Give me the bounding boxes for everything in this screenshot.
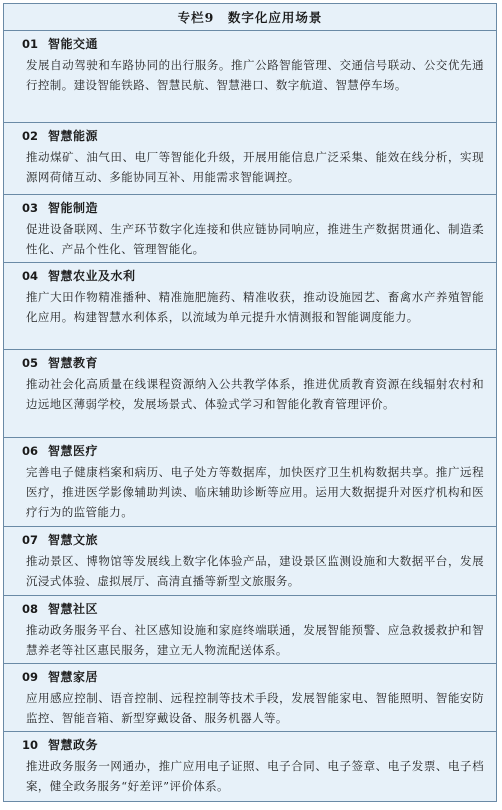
section-title: 智慧农业及水利 [48, 269, 136, 283]
section-title: 智能制造 [48, 201, 99, 215]
section-body: 推动煤矿、油气田、电厂等智能化升级，开展用能信息广泛采集、能效在线分析，实现源网荷储互动、多能协同互补、用能需求智能调控。 [26, 150, 484, 184]
section-number: 07 [22, 532, 39, 547]
section-10 [4, 732, 496, 798]
section-number: 02 [22, 128, 39, 143]
section-01 [4, 31, 496, 123]
section-body: 完善电子健康档案和病历、电子处方等数据库，加快医疗卫生机构数据共享。推广远程医疗，推进医学影像辅助判读、临床辅助诊断等应用。运用大数据提升对医疗机构和医疗行为的监管能力。 [26, 465, 484, 519]
section-number: 08 [22, 601, 39, 616]
section-03 [4, 195, 496, 263]
section-body: 推动社会化高质量在线课程资源纳入公共教学体系，推进优质教育资源在线辐射农村和边远地区薄弱学校，发展场景式、体验式学习和智能化教育管理评价。 [26, 377, 484, 411]
section-number: 09 [22, 669, 39, 684]
section-04 [4, 263, 496, 350]
section-02 [4, 123, 496, 195]
section-body: 推进政务服务一网通办，推广应用电子证照、电子合同、电子签章、电子发票、电子档案，健全政务服务“好差评”评价体系。 [26, 759, 484, 793]
section-05 [4, 350, 496, 438]
section-06 [4, 438, 496, 527]
section-body: 促进设备联网、生产环节数字化连接和供应链协同响应，推进生产数据贯通化、制造柔性化、产品个性化、管理智能化。 [26, 222, 484, 256]
section-07 [4, 527, 496, 596]
section-title: 智慧社区 [48, 602, 99, 616]
section-title: 智慧医疗 [48, 444, 99, 458]
section-number: 04 [22, 268, 39, 283]
panel-title: 专栏9 数字化应用场景 [4, 4, 496, 31]
section-body: 推动政务服务平台、社区感知设施和家庭终端联通，发展智能预警、应急救援救护和智慧养老等社区惠民服务，建立无人物流配送体系。 [26, 623, 484, 657]
section-title: 智能交通 [48, 37, 99, 51]
section-body: 推动景区、博物馆等发展线上数字化体验产品，建设景区监测设施和大数据平台，发展沉浸式体验、虚拟展厅、高清直播等新型文旅服务。 [26, 554, 484, 588]
section-number: 03 [22, 200, 39, 215]
feature-panel [3, 3, 497, 802]
section-body: 应用感应控制、语音控制、远程控制等技术手段，发展智能家电、智能照明、智能安防监控、智能音箱、新型穿戴设备、服务机器人等。 [26, 691, 484, 725]
section-title: 智慧教育 [48, 356, 99, 370]
section-list [4, 31, 496, 798]
section-09 [4, 664, 496, 732]
section-title: 智慧政务 [48, 738, 99, 752]
section-number: 06 [22, 443, 39, 458]
section-body: 发展自动驾驶和车路协同的出行服务。推广公路智能管理、交通信号联动、公交优先通行控制。建设智能铁路、智慧民航、智慧港口、数字航道、智慧停车场。 [26, 58, 484, 92]
section-number: 10 [22, 737, 39, 752]
section-title: 智慧文旅 [48, 533, 99, 547]
section-body: 推广大田作物精准播种、精准施肥施药、精准收获，推动设施园艺、畜禽水产养殖智能化应用。构建智慧水利体系，以流域为单元提升水情测报和智能调度能力。 [26, 290, 484, 324]
section-08 [4, 596, 496, 664]
section-number: 01 [22, 36, 39, 51]
section-title: 智慧能源 [48, 129, 99, 143]
section-number: 05 [22, 355, 39, 370]
section-title: 智慧家居 [48, 670, 99, 684]
